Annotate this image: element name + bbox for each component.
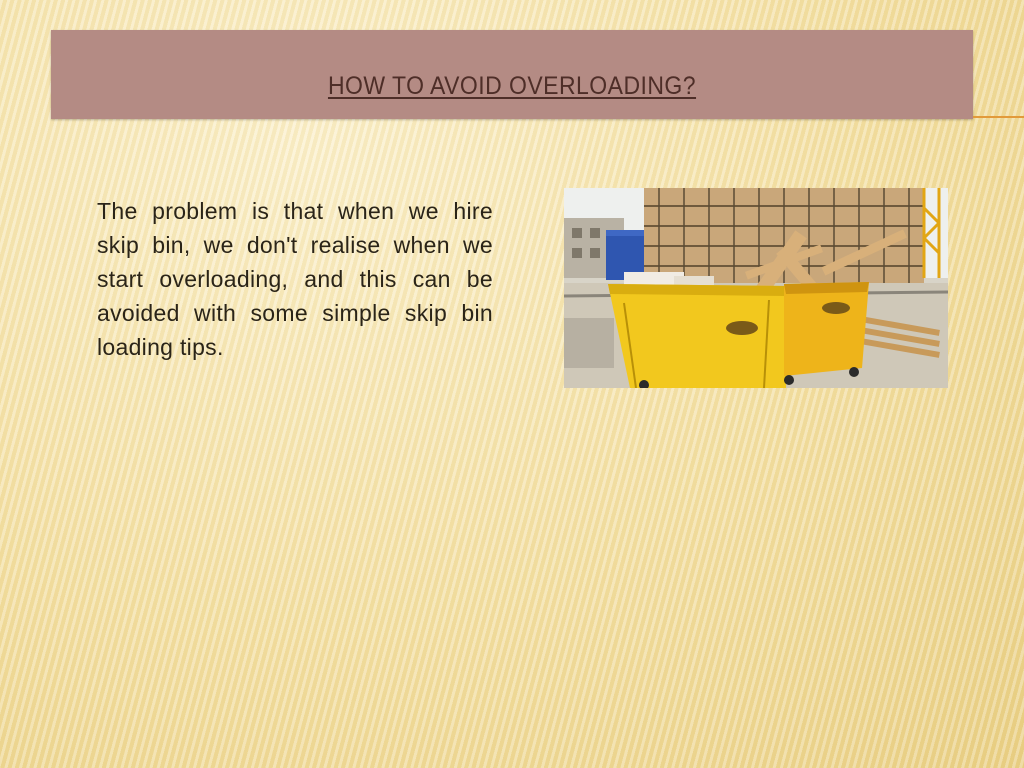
skip-bins-photo bbox=[564, 188, 948, 388]
slide-title: HOW TO AVOID OVERLOADING? bbox=[327, 72, 697, 100]
skip-bins-illustration bbox=[564, 188, 948, 388]
title-accent-line bbox=[973, 116, 1024, 118]
body-paragraph: The problem is that when we hire skip bin, we don't realise when we start overloading, and this can be avoided with some simple skip bin loading tips. bbox=[97, 198, 493, 360]
title-bar bbox=[51, 30, 973, 119]
